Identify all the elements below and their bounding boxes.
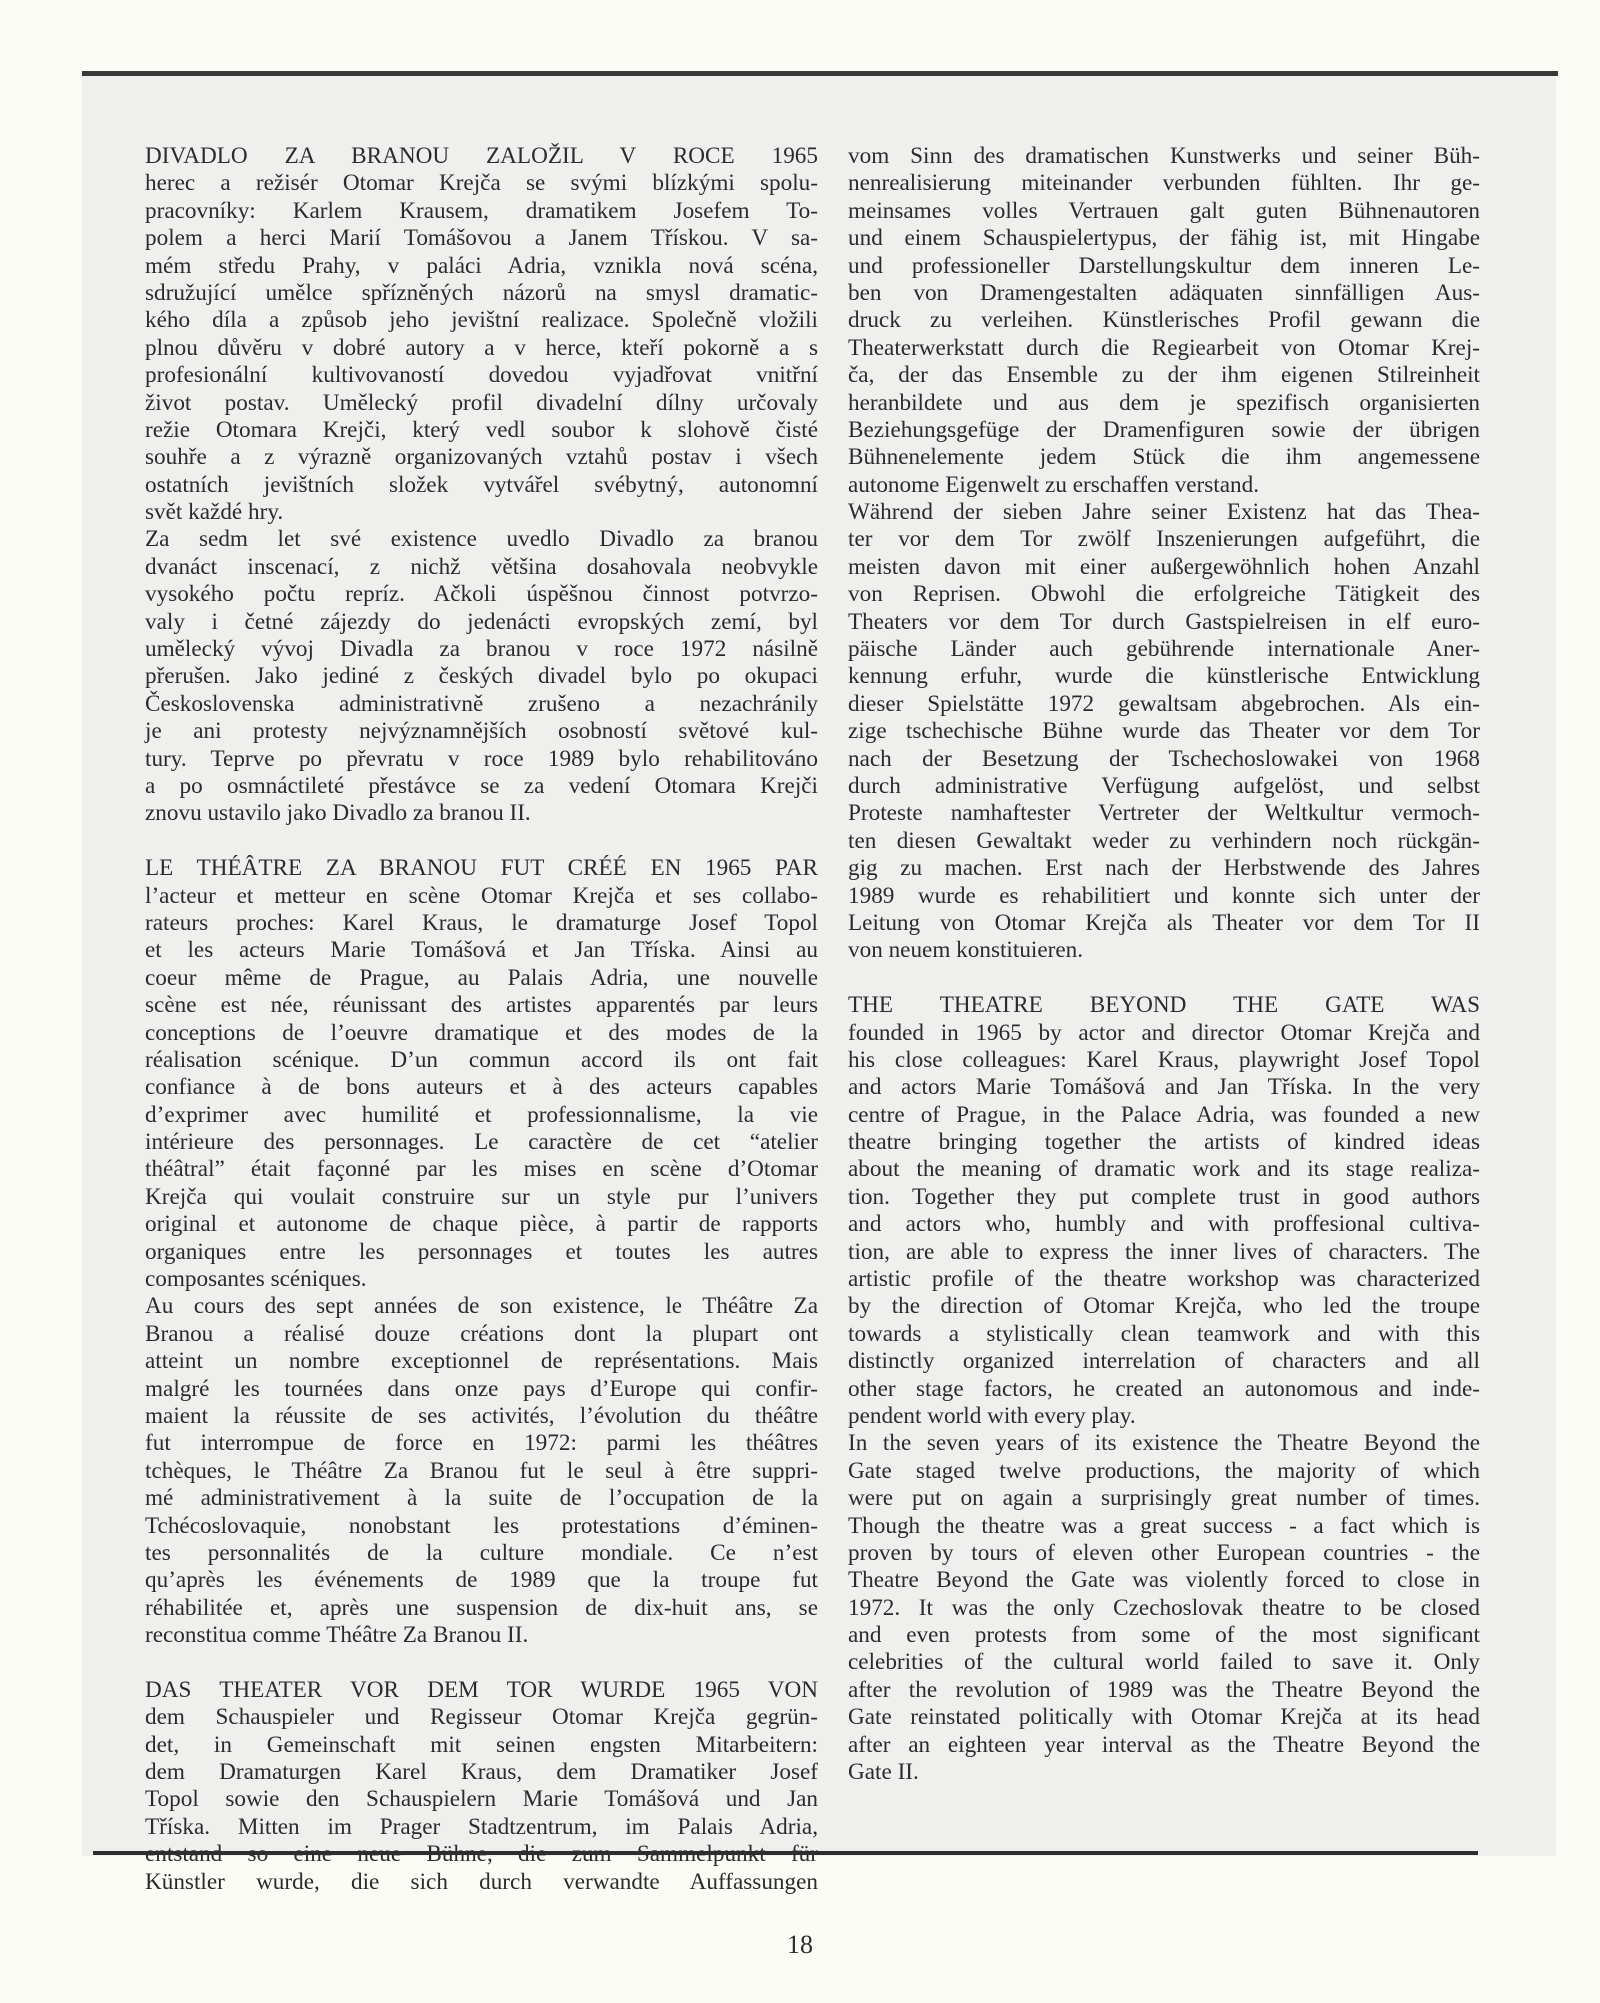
text-line: Während der sieben Jahre seiner Existenz hat das Thea-: [848, 499, 1480, 526]
text-line: dieser Spielstätte 1972 gewaltsam abgebrochen. Als ein-: [848, 690, 1480, 717]
text-line: d’exprimer avec humilité et professionnalisme, la vie: [145, 1101, 818, 1128]
text-line: scène est née, réunissant des artistes apparentés par leurs: [145, 992, 818, 1019]
text-line: Československa administrativně zrušeno a nezachránily: [145, 690, 818, 717]
text-line: Leitung von Otomar Krejča als Theater vor dem Tor II: [848, 909, 1480, 936]
text-line: centre of Prague, in the Palace Adria, was founded a new: [848, 1101, 1480, 1128]
text-line: after the revolution of 1989 was the Theatre Beyond the: [848, 1676, 1480, 1703]
text-line: durch administrative Verfügung aufgelöst, und selbst: [848, 772, 1480, 799]
text-line: nenrealisierung miteinander verbunden fühlten. Ihr ge-: [848, 170, 1480, 197]
text-line: qu’après les événements de 1989 que la troupe fut: [145, 1567, 818, 1594]
text-line: Au cours des sept années de son existence, le Théâtre Za: [145, 1293, 818, 1320]
text-line: päische Länder auch gebührende internationale Aner-: [848, 636, 1480, 663]
text-line: meinsames volles Vertrauen galt guten Bühnenautoren: [848, 197, 1480, 224]
text-line: et les acteurs Marie Tomášová et Jan Tříska. Ainsi au: [145, 937, 818, 964]
text-line: dem Schauspieler und Regisseur Otomar Krejča gegrün-: [145, 1704, 818, 1731]
text-line: ostatních jevištních složek vytvářel svébytný, autonomní: [145, 471, 818, 498]
text-line: Topol sowie den Schauspielern Marie Tomášová und Jan: [145, 1786, 818, 1813]
text-line: život postav. Umělecký profil divadelní dílny určovaly: [145, 389, 818, 416]
text-line: pracovníky: Karlem Krausem, dramatikem Josefem To-: [145, 197, 818, 224]
text-line: Krejča qui voulait construire sur un style pur l’univers: [145, 1183, 818, 1210]
text-line: ben von Dramengestalten adäquaten sinnfälligen Aus-: [848, 279, 1480, 306]
text-line: dem Dramaturgen Karel Kraus, dem Dramatiker Josef: [145, 1759, 818, 1786]
text-line: vysokého počtu repríz. Ačkoli úspěšnou činnost potvrzo-: [145, 581, 818, 608]
text-line: coeur même de Prague, au Palais Adria, une nouvelle: [145, 964, 818, 991]
text-line: sdružující umělce spřízněných názorů na smysl dramatic-: [145, 279, 818, 306]
text-line: polem a herci Marií Tomášovou a Janem Třískou. V sa-: [145, 225, 818, 252]
text-line: umělecký vývoj Divadla za branou v roce 1972 násilně: [145, 636, 818, 663]
text-line: Branou a réalisé douze créations dont la plupart ont: [145, 1320, 818, 1347]
text-line: Tchécoslovaquie, nonobstant les protestations d’éminen-: [145, 1512, 818, 1539]
text-line: réhabilitée et, après une suspension de dix-huit ans, se: [145, 1594, 818, 1621]
text-line: Beziehungsgefüge der Dramenfiguren sowie der übrigen: [848, 416, 1480, 443]
text-line: by the direction of Otomar Krejča, who led the troupe: [848, 1293, 1480, 1320]
text-line: ter vor dem Tor zwölf Inszenierungen aufgeführt, die: [848, 526, 1480, 553]
text-line: vom Sinn des dramatischen Kunstwerks und seiner Büh-: [848, 143, 1480, 169]
text-line: autonome Eigenwelt zu erschaffen verstand.: [848, 471, 1259, 498]
text-line: Za sedm let své existence uvedlo Divadlo za branou: [145, 526, 818, 553]
text-line: und einem Schauspielertypus, der fähig ist, mit Hingabe: [848, 225, 1480, 252]
text-line: tes personnalités de la culture mondiale. Ce n’est: [145, 1539, 818, 1566]
text-line: profesionální kultivovaností dovedou vyjadřovat vnitřní: [145, 362, 818, 389]
text-line: tion, are able to express the inner lives of characters. The: [848, 1238, 1480, 1265]
text-line: Theatre Beyond the Gate was violently forced to close in: [848, 1567, 1480, 1594]
text-line: nach der Besetzung der Tschechoslowakei von 1968: [848, 745, 1480, 772]
bottom-rule: [93, 1851, 1478, 1855]
czech-heading: DIVADLO ZA BRANOU ZALOŽIL V ROCE 1965: [145, 143, 818, 169]
text-line: zige tschechische Bühne wurde das Theater vor dem Tor: [848, 718, 1480, 745]
text-line: režie Otomara Krejči, který vedl soubor k slohově čisté: [145, 416, 818, 443]
text-line: and actors who, humbly and with proffesional cultiva-: [848, 1211, 1480, 1238]
text-line: organiques entre les personnages et toutes les autres: [145, 1238, 818, 1265]
text-line: ten diesen Gewaltakt weder zu verhindern noch rückgän-: [848, 827, 1480, 854]
german-heading: DAS THEATER VOR DEM TOR WURDE 1965 VON: [145, 1676, 818, 1703]
text-line: svět každé hry.: [145, 499, 284, 526]
text-line: théâtral” était façonné par les mises en scène d’Otomar: [145, 1156, 818, 1183]
text-line: other stage factors, he created an autonomous and inde-: [848, 1375, 1480, 1402]
top-rule: [82, 71, 1558, 76]
text-line: znovu ustavilo jako Divadlo za branou II.: [145, 800, 531, 827]
text-line: mém středu Prahy, v paláci Adria, vznikla nová scéna,: [145, 252, 818, 279]
text-line: a po osmnáctileté přestávce se za vedení Otomara Krejči: [145, 772, 818, 799]
text-line: Tříska. Mitten im Prager Stadtzentrum, im Palais Adria,: [145, 1813, 818, 1840]
text-line: his close colleagues: Karel Kraus, playwright Josef Topol: [848, 1046, 1480, 1073]
text-line: conceptions de l’oeuvre dramatique et des modes de la: [145, 1019, 818, 1046]
text-line: l’acteur et metteur en scène Otomar Krejča et ses collabo-: [145, 882, 818, 909]
text-line: kennung erfuhr, wurde die künstlerische Entwicklung: [848, 663, 1480, 690]
text-line: rateurs proches: Karel Kraus, le dramaturge Josef Topol: [145, 909, 818, 936]
text-line: kého díla a způsob jeho jevištní realizace. Společně vložili: [145, 307, 818, 334]
text-line: Gate staged twelve productions, the majority of which: [848, 1457, 1480, 1484]
text-line: artistic profile of the theatre workshop was characterized: [848, 1266, 1480, 1293]
text-line: přerušen. Jako jediné z českých divadel bylo po okupaci: [145, 663, 818, 690]
text-line: mé administrativement à la suite de l’occupation de la: [145, 1485, 818, 1512]
text-line: gig zu machen. Erst nach der Herbstwende des Jahres: [848, 855, 1480, 882]
text-line: tchèques, le Théâtre Za Branou fut le seul à être suppri-: [145, 1457, 818, 1484]
text-line: von neuem konstituieren.: [848, 937, 1084, 964]
czech-section: [145, 143, 818, 828]
text-line: and actors Marie Tomášová and Jan Tříska. In the very: [848, 1074, 1480, 1101]
text-line: det, in Gemeinschaft mit seinen engsten Mitarbeitern:: [145, 1731, 818, 1758]
french-section: [145, 855, 818, 1649]
text-line: composantes scéniques.: [145, 1266, 367, 1293]
text-line: malgré les tournées dans onze pays d’Europe qui confir-: [145, 1375, 818, 1402]
text-line: Theaterwerkstatt durch die Regiearbeit von Otomar Krej-: [848, 334, 1480, 361]
text-line: distinctly organized interrelation of characters and all: [848, 1348, 1480, 1375]
text-line: Proteste namhaftester Vertreter der Weltkultur vermoch-: [848, 800, 1480, 827]
text-line: 1972. It was the only Czechoslovak theatre to be closed: [848, 1594, 1480, 1621]
text-line: tury. Teprve po převratu v roce 1989 bylo rehabilitováno: [145, 745, 818, 772]
text-line: atteint un nombre exceptionnel de représentations. Mais: [145, 1348, 818, 1375]
text-line: ča, der das Ensemble zu der ihm eigenen Stilreinheit: [848, 362, 1480, 389]
text-line: tion. Together they put complete trust in good authors: [848, 1183, 1480, 1210]
page-number: 18: [787, 1930, 813, 1959]
text-line: after an eighteen year interval as the Theatre Beyond the: [848, 1731, 1480, 1758]
text-line: original et autonome de chaque pièce, à partir de rapports: [145, 1211, 818, 1238]
german-section-start: [145, 1677, 818, 1896]
text-line: Though the theatre was a great success - a fact which is: [848, 1512, 1480, 1539]
text-line: heranbildete und aus dem je spezifisch organisierten: [848, 389, 1480, 416]
text-line: und professioneller Darstellungskultur dem inneren Le-: [848, 252, 1480, 279]
text-line: meisten davon mit einer außergewöhnlich hohen Anzahl: [848, 553, 1480, 580]
text-line: and even protests from some of the most significant: [848, 1622, 1480, 1649]
text-line: maient la réussite de ses activités, l’évolution du théâtre: [145, 1402, 818, 1429]
text-line: confiance à de bons auteurs et à des acteurs capables: [145, 1074, 818, 1101]
text-line: celebrities of the cultural world failed to save it. Only: [848, 1649, 1480, 1676]
text-line: about the meaning of dramatic work and its stage realiza-: [848, 1156, 1480, 1183]
text-line: Gate II.: [848, 1759, 919, 1786]
text-line: Künstler wurde, die sich durch verwandte Auffassungen: [145, 1868, 818, 1895]
text-line: plnou důvěru v dobré autory a v herce, kteří pokorně a s: [145, 334, 818, 361]
german-section-continued: [848, 143, 1480, 965]
text-line: Theaters vor dem Tor durch Gastspielreisen in elf euro-: [848, 608, 1480, 635]
text-line: were put on again a surprisingly great number of times.: [848, 1485, 1480, 1512]
text-line: herec a režisér Otomar Krejča se svými blízkými spolu-: [145, 170, 818, 197]
text-line: proven by tours of eleven other European countries - the: [848, 1539, 1480, 1566]
text-line: In the seven years of its existence the Theatre Beyond the: [848, 1430, 1480, 1457]
text-line: Bühnenelemente jedem Stück die ihm angemessene: [848, 444, 1480, 471]
text-line: intérieure des personnages. Le caractère de cet “atelier: [145, 1129, 818, 1156]
english-section: [848, 992, 1480, 1786]
text-line: 1989 wurde es rehabilitiert und konnte sich unter der: [848, 882, 1480, 909]
text-line: Gate reinstated politically with Otomar Krejča at its head: [848, 1704, 1480, 1731]
text-line: towards a stylistically clean teamwork and with this: [848, 1320, 1480, 1347]
french-heading: LE THÉÂTRE ZA BRANOU FUT CRÉÉ EN 1965 PAR: [145, 855, 818, 882]
text-line: fut interrompue de force en 1972: parmi les théâtres: [145, 1430, 818, 1457]
text-line: reconstitua comme Théâtre Za Branou II.: [145, 1622, 529, 1649]
right-column: [848, 143, 1480, 1786]
english-heading: THE THEATRE BEYOND THE GATE WAS: [848, 992, 1480, 1019]
text-line: souhře a z výrazně organizovaných vztahů postav i všech: [145, 444, 818, 471]
text-line: founded in 1965 by actor and director Otomar Krejča and: [848, 1019, 1480, 1046]
left-column: [145, 143, 818, 1896]
text-line: von Reprisen. Obwohl die erfolgreiche Tätigkeit des: [848, 581, 1480, 608]
text-line: dvanáct inscenací, z nichž většina dosahovala neobvykle: [145, 553, 818, 580]
text-line: réalisation scénique. D’un commun accord ils ont fait: [145, 1046, 818, 1073]
text-line: druck zu verleihen. Künstlerisches Profil gewann die: [848, 307, 1480, 334]
text-line: theatre bringing together the artists of kindred ideas: [848, 1129, 1480, 1156]
text-line: pendent world with every play.: [848, 1402, 1136, 1429]
text-line: valy i četné zájezdy do jedenácti evropských zemí, byl: [145, 608, 818, 635]
text-line: je ani protesty nejvýznamnějších osobností světové kul-: [145, 718, 818, 745]
